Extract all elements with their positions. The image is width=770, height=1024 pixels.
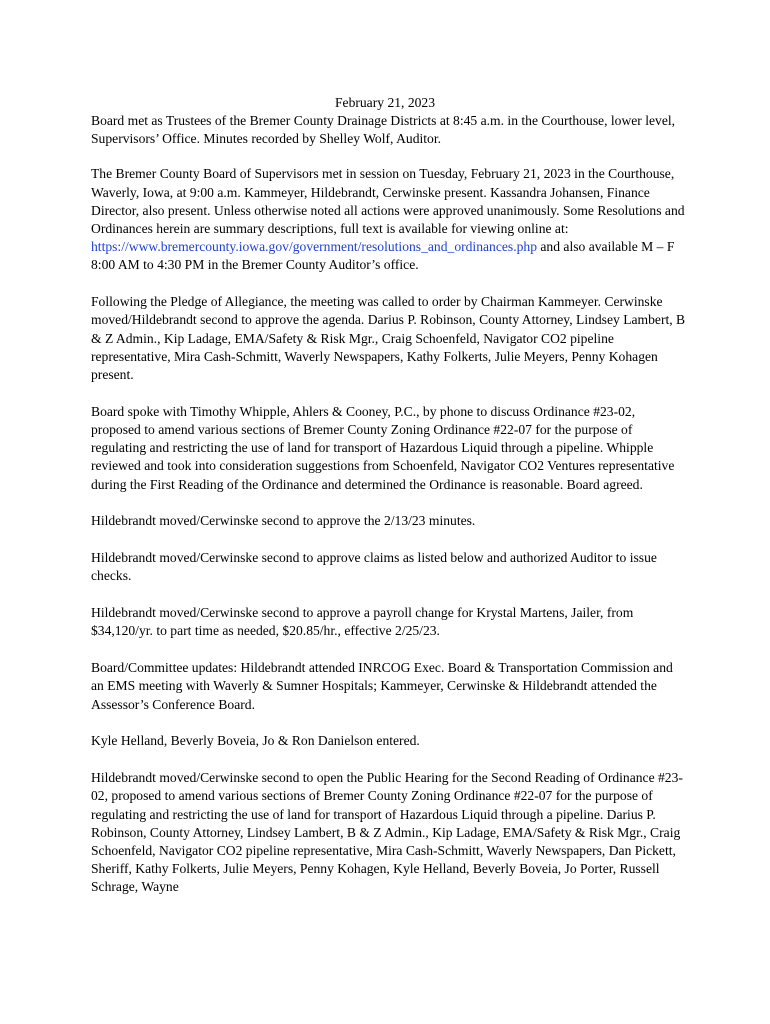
ordinances-link[interactable]: https://www.bremercounty.iowa.gov/government/resolutions_and_ordinances.php	[91, 239, 537, 255]
paragraph-attendees-entered: Kyle Helland, Beverly Boveia, Jo & Ron Danielson entered.	[91, 733, 420, 749]
meeting-date: February 21, 2023	[334, 95, 436, 110]
paragraph-ordinance-discussion: Board spoke with Timothy Whipple, Ahlers & Cooney, P.C., by phone to discuss Ordinance #23-02, proposed to amend various sections of Bremer County Zoning Ordinance #22-07 for the purpose of regulating and restricting the use of land for transport of Hazardous Liquid through a pipeline. Whipple reviewed and took into consideration suggestions from Schoenfeld, Navigator CO2 Ventures representative during the First Reading of the Ordinance and determined the Ordinance is reasonable. Board agreed.	[91, 403, 675, 492]
paragraph-call-to-order: Following the Pledge of Allegiance, the meeting was called to order by Chairman Kammeyer. Cerwinske moved/Hildebrandt second to approve the agenda. Darius P. Robinson, County Attorney, Lindsey Lambert, B & Z Admin., Kip Ladage, EMA/Safety & Risk Mgr., Craig Schoenfeld, Navigator CO2 pipeline representative, Mira Cash-Schmitt, Waverly Newspapers, Kathy Folkerts, Julie Meyers, Penny Kohagen present.	[91, 294, 686, 383]
paragraph-claims-approval: Hildebrandt moved/Cerwinske second to approve claims as listed below and authorized Auditor to issue checks.	[91, 550, 657, 584]
paragraph-payroll-change: Hildebrandt moved/Cerwinske second to approve a payroll change for Krystal Martens, Jailer, from $34,120/yr. to part time as needed, $20.85/hr., effective 2/25/23.	[91, 605, 634, 639]
paragraph-session-info	[91, 165, 687, 274]
paragraph-drainage-trustees: Board met as Trustees of the Bremer County Drainage Districts at 8:45 a.m. in the Courthouse, lower level, Supervisors’ Office. Minutes recorded by Shelley Wolf, Auditor.	[91, 113, 676, 147]
paragraph-committee-updates: Board/Committee updates: Hildebrandt attended INRCOG Exec. Board & Transportation Commission and an EMS meeting with Waverly & Sumner Hospitals; Kammeyer, Cerwinske & Hildebrandt attended the Assessor’s Conference Board.	[91, 660, 673, 712]
paragraph-minutes-approval: Hildebrandt moved/Cerwinske second to approve the 2/13/23 minutes.	[91, 513, 476, 529]
auditor-office-hours-text: and also available M – F 8:00 AM to 4:30 PM in the Bremer County Auditor’s office.	[91, 239, 675, 273]
session-info-text: The Bremer County Board of Supervisors met in session on Tuesday, February 21, 2023 in the Courthouse, Waverly, Iowa, at 9:00 a.m. Kammeyer, Hildebrandt, Cerwinske present. Kassandra Johansen, Finance Director, also present. Unless otherwise noted all actions were approved unanimously. Some Resolutions and Ordinances herein are summary descriptions, full text is available for viewing online at:	[91, 166, 685, 237]
minutes-body	[91, 112, 687, 897]
paragraph-public-hearing: Hildebrandt moved/Cerwinske second to open the Public Hearing for the Second Reading of Ordinance #23-02, proposed to amend various sections of Bremer County Zoning Ordinance #22-07 for the purpose of regulating and restricting the use of land for transport of Hazardous Liquid through a pipeline. Darius P. Robinson, County Attorney, Lindsey Lambert, B & Z Admin., Kip Ladage, EMA/Safety & Risk Mgr., Craig Schoenfeld, Navigator CO2 pipeline representative, Mira Cash-Schmitt, Waverly Newspapers, Dan Pickett, Sheriff, Kathy Folkerts, Julie Meyers, Penny Kohagen, Kyle Helland, Beverly Boveia, Jo Porter, Russell Schrage, Wayne	[91, 770, 683, 895]
